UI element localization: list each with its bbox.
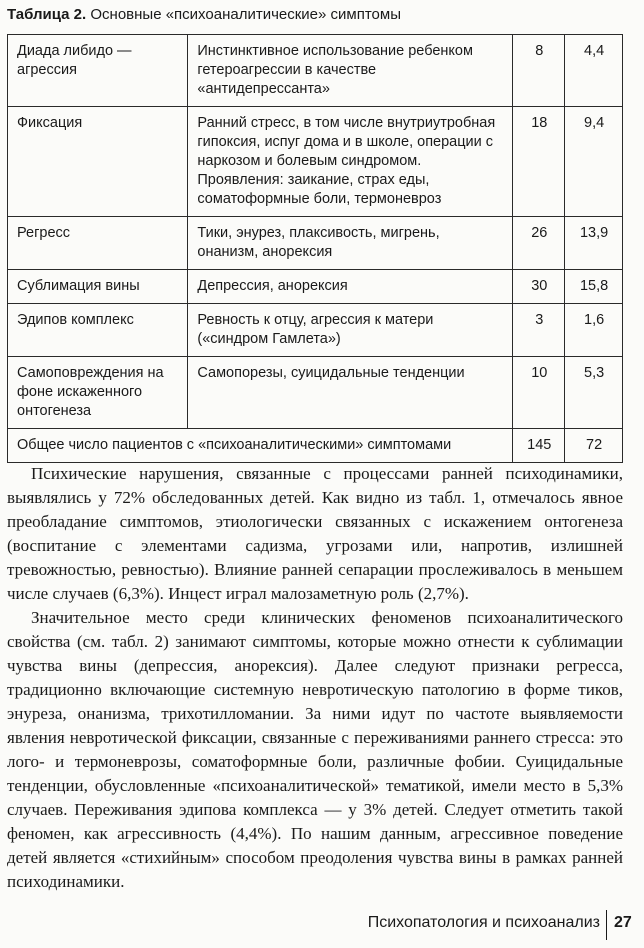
page-number: 27 [614, 914, 632, 931]
symptom-description-cell: Депрессия, анорексия [188, 270, 513, 304]
symptoms-table [7, 34, 623, 463]
symptom-description-cell: Самопорезы, суицидальные тенденции [188, 357, 513, 429]
symptom-count-cell: 8 [513, 35, 565, 107]
symptom-name-cell: Диада либидо — агрессия [8, 35, 188, 107]
total-label-cell: Общее число пациентов с «психоаналитическими» симптомами [8, 429, 513, 463]
symptom-count-cell: 18 [513, 107, 565, 217]
page-footer [0, 910, 644, 940]
symptom-percent-cell: 4,4 [565, 35, 623, 107]
total-percent-cell: 72 [565, 429, 623, 463]
table-caption [7, 4, 401, 26]
symptom-percent-cell: 15,8 [565, 270, 623, 304]
symptom-percent-cell: 1,6 [565, 304, 623, 357]
symptom-percent-cell: 5,3 [565, 357, 623, 429]
symptom-count-cell: 3 [513, 304, 565, 357]
body-text [7, 462, 623, 894]
symptom-count-cell: 30 [513, 270, 565, 304]
table-row [8, 357, 623, 429]
symptom-name-cell: Фиксация [8, 107, 188, 217]
table-row [8, 217, 623, 270]
symptom-description-cell: Тики, энурез, плаксивость, мигрень, онанизм, анорексия [188, 217, 513, 270]
table-row [8, 35, 623, 107]
table-row [8, 270, 623, 304]
table-total-row [8, 429, 623, 463]
symptom-description-cell: Ранний стресс, в том числе внутриутробная гипоксия, испуг дома и в школе, операции с наркозом и болевым синдромом. Проявления: заикание, страх еды, соматоформные боли, термоневроз [188, 107, 513, 217]
paragraph: Психические нарушения, связанные с процессами ранней психодинамики, выявлялись у 72% обследованных детей. Как видно из табл. 1, отмечалось явное преобладание симптомов, этиологически связанных с искажением онтогенеза (воспитание с элементами садизма, угрозами или, напротив, излишней тревожностью, ревностью). Влияние ранней сепарации прослеживалось в меньшем числе случаев (6,3%). Инцест играл малозаметную роль (2,7%). [7, 464, 623, 603]
symptom-description-cell: Ревность к отцу, агрессия к матери («синдром Гамлета») [188, 304, 513, 357]
symptom-description-cell: Инстинктивное использование ребенком гетероагрессии в качестве «антидепрессанта» [188, 35, 513, 107]
symptom-percent-cell: 13,9 [565, 217, 623, 270]
table-row [8, 107, 623, 217]
total-count-cell: 145 [513, 429, 565, 463]
symptom-count-cell: 26 [513, 217, 565, 270]
paragraph: Значительное место среди клинических феноменов психоаналитического свойства (см. табл. 2) занимают симптомы, которые можно отнести к сублимации чувства вины (депрессия, анорексия). Далее следуют признаки регресса, традиционно включающие системную невротическую патологию в форме тиков, энуреза, онанизма, трихотилломании. За ними идут по частоте выявляемости явления невротической фиксации, связанные с переживаниями раннего стресса: это лого- и термоневрозы, соматоформные боли, различные фобии. Суицидальные тенденции, обусловленные «психоаналитической» тематикой, имели место в 5,3% случаев. Переживания эдипова комплекса — у 3% детей. Следует отметить такой феномен, как агрессивность (4,4%). По нашим данным, агрессивное поведение детей является «стихийным» способом преодоления чувства вины в рамках ранней психодинамики. [7, 608, 623, 891]
footer-divider [606, 910, 607, 940]
table-row [8, 304, 623, 357]
symptom-name-cell: Регресс [8, 217, 188, 270]
symptom-percent-cell: 9,4 [565, 107, 623, 217]
symptom-name-cell: Сублимация вины [8, 270, 188, 304]
symptom-name-cell: Самоповреждения на фоне искаженного онтогенеза [8, 357, 188, 429]
symptom-count-cell: 10 [513, 357, 565, 429]
table-caption-label: Таблица 2. [7, 6, 87, 23]
table-caption-title: Основные «психоаналитические» симптомы [86, 6, 401, 23]
running-title: Психопатология и психоанализ [367, 914, 600, 931]
symptom-name-cell: Эдипов комплекс [8, 304, 188, 357]
